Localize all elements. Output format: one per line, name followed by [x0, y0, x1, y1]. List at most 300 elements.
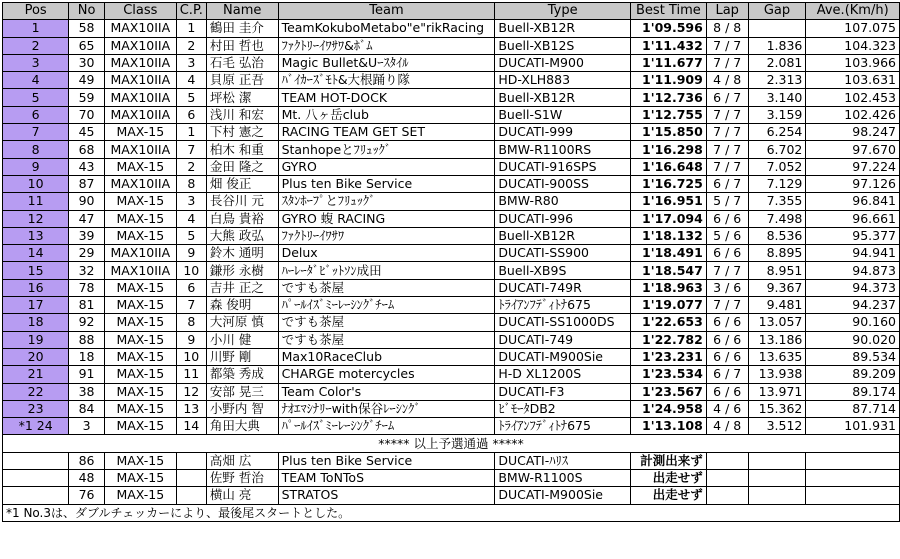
bike-type-cell: DUCATI-749	[495, 331, 631, 348]
table-row	[3, 383, 900, 400]
number-cell: 87	[69, 175, 105, 192]
gap-cell: 9.481	[748, 297, 806, 314]
lap-cell: 6 / 6	[706, 314, 748, 331]
team-cell: ですも茶屋	[278, 314, 495, 331]
class-position-cell: 9	[176, 331, 206, 348]
table-row	[3, 72, 900, 89]
bike-type-cell: Buell-XB9S	[495, 262, 631, 279]
number-cell: 29	[69, 245, 105, 262]
gap-cell: 3.159	[748, 106, 806, 123]
class-cell: MAX-15	[104, 314, 176, 331]
table-row	[3, 193, 900, 210]
bike-type-cell: ﾄﾗｲｱﾝﾌﾃﾞｨﾄﾅ675	[495, 418, 631, 435]
number-cell: 91	[69, 366, 105, 383]
table-row	[3, 227, 900, 244]
gap-cell: 3.512	[748, 418, 806, 435]
team-cell: GYRO	[278, 158, 495, 175]
team-cell: Mt. 八ヶ岳club	[278, 106, 495, 123]
table-row	[3, 400, 900, 417]
rider-name-cell: 安部 晃三	[206, 383, 278, 400]
column-header: No	[69, 3, 105, 20]
class-position-cell: 5	[176, 227, 206, 244]
class-cell: MAX10IIA	[104, 72, 176, 89]
rider-name-cell: 森 俊明	[206, 297, 278, 314]
class-position-cell: 5	[176, 89, 206, 106]
gap-cell: 6.702	[748, 141, 806, 158]
average-speed-cell	[806, 452, 900, 469]
lap-cell: 7 / 7	[706, 297, 748, 314]
rider-name-cell: 柏木 和重	[206, 141, 278, 158]
best-time-cell: 1'18.491	[630, 245, 706, 262]
best-time-cell: 1'09.596	[630, 20, 706, 37]
bike-type-cell: BMW-R80	[495, 193, 631, 210]
gap-cell	[748, 20, 806, 37]
bike-type-cell: DUCATI-916SPS	[495, 158, 631, 175]
rider-name-cell: 高畑 広	[206, 452, 278, 469]
average-speed-cell: 89.209	[806, 366, 900, 383]
number-cell: 43	[69, 158, 105, 175]
results-body	[3, 20, 900, 522]
class-cell: MAX-15	[104, 331, 176, 348]
class-position-cell: 3	[176, 54, 206, 71]
number-cell: 45	[69, 124, 105, 141]
gap-cell: 7.052	[748, 158, 806, 175]
status-cell: 出走せず	[630, 487, 706, 504]
class-position-cell: 6	[176, 106, 206, 123]
bike-type-cell: Buell-XB12R	[495, 20, 631, 37]
lap-cell: 7 / 7	[706, 262, 748, 279]
lap-cell: 6 / 6	[706, 331, 748, 348]
pos-cell	[3, 470, 69, 487]
pos-cell	[3, 487, 69, 504]
pos-cell: 6	[3, 106, 69, 123]
bike-type-cell: DUCATI-M900	[495, 54, 631, 71]
lap-cell: 7 / 7	[706, 54, 748, 71]
table-row	[3, 297, 900, 314]
rider-name-cell: 吉井 正之	[206, 279, 278, 296]
class-position-cell	[176, 452, 206, 469]
pos-cell: 20	[3, 348, 69, 365]
column-header: Ave.(Km/h)	[806, 3, 900, 20]
rider-name-cell: 貝原 正吾	[206, 72, 278, 89]
bike-type-cell: Buell-XB12R	[495, 227, 631, 244]
class-position-cell: 4	[176, 72, 206, 89]
footnote-row	[3, 504, 900, 521]
column-header: Name	[206, 3, 278, 20]
pos-cell: 14	[3, 245, 69, 262]
gap-cell: 13.057	[748, 314, 806, 331]
average-speed-cell: 94.237	[806, 297, 900, 314]
lap-cell: 6 / 6	[706, 383, 748, 400]
class-position-cell: 4	[176, 210, 206, 227]
column-header: Best Time	[630, 3, 706, 20]
team-cell: Plus ten Bike Service	[278, 175, 495, 192]
qualification-notice-row	[3, 435, 900, 452]
class-position-cell	[176, 487, 206, 504]
pos-cell: 18	[3, 314, 69, 331]
lap-cell: 7 / 7	[706, 106, 748, 123]
gap-cell: 7.129	[748, 175, 806, 192]
average-speed-cell: 87.714	[806, 400, 900, 417]
average-speed-cell: 103.966	[806, 54, 900, 71]
number-cell: 39	[69, 227, 105, 244]
table-row	[3, 279, 900, 296]
non-qualifier-row	[3, 452, 900, 469]
bike-type-cell: DUCATI-M900Sie	[495, 348, 631, 365]
non-qualifier-row	[3, 470, 900, 487]
bike-type-cell: DUCATI-M900Sie	[495, 487, 631, 504]
pos-cell: 11	[3, 193, 69, 210]
rider-name-cell: 石毛 弘治	[206, 54, 278, 71]
average-speed-cell: 97.126	[806, 175, 900, 192]
rider-name-cell: 都築 秀成	[206, 366, 278, 383]
gap-cell	[748, 452, 806, 469]
average-speed-cell: 97.224	[806, 158, 900, 175]
pos-cell: 22	[3, 383, 69, 400]
team-cell: GYRO 蝮 RACING	[278, 210, 495, 227]
rider-name-cell: 下村 憲之	[206, 124, 278, 141]
lap-cell: 4 / 8	[706, 418, 748, 435]
table-row	[3, 262, 900, 279]
team-cell: Stanhopeとﾌﾘｭｯｸﾞ	[278, 141, 495, 158]
rider-name-cell: 鎌形 永樹	[206, 262, 278, 279]
average-speed-cell: 96.841	[806, 193, 900, 210]
team-cell: Magic Bullet&Uｰｽﾀｲﾙ	[278, 54, 495, 71]
pos-cell: 16	[3, 279, 69, 296]
lap-cell: 4 / 8	[706, 72, 748, 89]
class-cell: MAX-15	[104, 418, 176, 435]
table-row	[3, 54, 900, 71]
class-cell: MAX-15	[104, 227, 176, 244]
table-row	[3, 210, 900, 227]
rider-name-cell: 畑 俊正	[206, 175, 278, 192]
class-position-cell: 7	[176, 297, 206, 314]
rider-name-cell: 浅川 和宏	[206, 106, 278, 123]
lap-cell: 6 / 6	[706, 210, 748, 227]
lap-cell: 4 / 6	[706, 400, 748, 417]
class-cell: MAX-15	[104, 470, 176, 487]
gap-cell: 8.895	[748, 245, 806, 262]
average-speed-cell: 107.075	[806, 20, 900, 37]
gap-cell: 13.635	[748, 348, 806, 365]
gap-cell: 7.355	[748, 193, 806, 210]
lap-cell: 3 / 6	[706, 279, 748, 296]
average-speed-cell: 104.323	[806, 37, 900, 54]
class-position-cell: 1	[176, 124, 206, 141]
class-position-cell: 3	[176, 193, 206, 210]
header-row	[3, 3, 900, 20]
average-speed-cell: 101.931	[806, 418, 900, 435]
number-cell: 47	[69, 210, 105, 227]
pos-cell: 10	[3, 175, 69, 192]
gap-cell: 2.081	[748, 54, 806, 71]
team-cell: Team Color's	[278, 383, 495, 400]
gap-cell: 13.971	[748, 383, 806, 400]
class-position-cell: 10	[176, 348, 206, 365]
rider-name-cell: 村田 哲也	[206, 37, 278, 54]
team-cell: TeamKokuboMetabo"e"rikRacing	[278, 20, 495, 37]
class-cell: MAX-15	[104, 297, 176, 314]
table-row	[3, 106, 900, 123]
class-cell: MAX-15	[104, 383, 176, 400]
table-row	[3, 37, 900, 54]
class-cell: MAX10IIA	[104, 106, 176, 123]
team-cell: Plus ten Bike Service	[278, 452, 495, 469]
average-speed-cell: 89.534	[806, 348, 900, 365]
number-cell: 88	[69, 331, 105, 348]
gap-cell: 8.536	[748, 227, 806, 244]
gap-cell: 1.836	[748, 37, 806, 54]
lap-cell	[706, 487, 748, 504]
pos-cell: 15	[3, 262, 69, 279]
number-cell: 76	[69, 487, 105, 504]
gap-cell: 13.938	[748, 366, 806, 383]
lap-cell: 7 / 7	[706, 141, 748, 158]
class-cell: MAX10IIA	[104, 54, 176, 71]
pos-cell: 3	[3, 54, 69, 71]
class-cell: MAX10IIA	[104, 245, 176, 262]
class-position-cell	[176, 470, 206, 487]
number-cell: 38	[69, 383, 105, 400]
lap-cell: 8 / 8	[706, 20, 748, 37]
best-time-cell: 1'11.909	[630, 72, 706, 89]
average-speed-cell: 98.247	[806, 124, 900, 141]
gap-cell	[748, 487, 806, 504]
class-position-cell: 10	[176, 262, 206, 279]
gap-cell: 3.140	[748, 89, 806, 106]
class-cell: MAX-15	[104, 400, 176, 417]
lap-cell	[706, 470, 748, 487]
team-cell: RACING TEAM GET SET	[278, 124, 495, 141]
best-time-cell: 1'16.725	[630, 175, 706, 192]
column-header: Type	[495, 3, 631, 20]
bike-type-cell: DUCATI-ﾊﾘｽ	[495, 452, 631, 469]
best-time-cell: 1'22.653	[630, 314, 706, 331]
average-speed-cell	[806, 487, 900, 504]
gap-cell: 7.498	[748, 210, 806, 227]
best-time-cell: 1'11.432	[630, 37, 706, 54]
lap-cell: 6 / 6	[706, 245, 748, 262]
class-position-cell: 8	[176, 175, 206, 192]
best-time-cell: 1'24.958	[630, 400, 706, 417]
column-header: Gap	[748, 3, 806, 20]
team-cell: Delux	[278, 245, 495, 262]
qualification-notice: ***** 以上予選通過 *****	[3, 435, 900, 452]
average-speed-cell: 89.174	[806, 383, 900, 400]
pos-cell: *1 24	[3, 418, 69, 435]
team-cell: ﾌｧｸﾄﾘｰｲﾜｻﾜ	[278, 227, 495, 244]
bike-type-cell: Buell-XB12R	[495, 89, 631, 106]
pos-cell: 8	[3, 141, 69, 158]
column-header: Lap	[706, 3, 748, 20]
pos-cell: 4	[3, 72, 69, 89]
best-time-cell: 1'15.850	[630, 124, 706, 141]
pos-cell	[3, 452, 69, 469]
lap-cell	[706, 452, 748, 469]
pos-cell: 23	[3, 400, 69, 417]
rider-name-cell: 大熊 政弘	[206, 227, 278, 244]
best-time-cell: 1'23.567	[630, 383, 706, 400]
class-cell: MAX-15	[104, 193, 176, 210]
team-cell: ｽﾀﾝﾎｰﾌﾟとﾌﾘｭｯｸﾞ	[278, 193, 495, 210]
table-row	[3, 20, 900, 37]
pos-cell: 9	[3, 158, 69, 175]
column-header: Team	[278, 3, 495, 20]
number-cell: 3	[69, 418, 105, 435]
best-time-cell: 1'12.755	[630, 106, 706, 123]
bike-type-cell: Buell-S1W	[495, 106, 631, 123]
lap-cell: 7 / 7	[706, 158, 748, 175]
rider-name-cell: 鈴木 通明	[206, 245, 278, 262]
average-speed-cell: 102.453	[806, 89, 900, 106]
number-cell: 84	[69, 400, 105, 417]
number-cell: 32	[69, 262, 105, 279]
best-time-cell: 1'23.534	[630, 366, 706, 383]
team-cell: ﾊﾟｰﾙｲｽﾞﾐｰﾚｰｼﾝｸﾞﾁｰﾑ	[278, 418, 495, 435]
gap-cell: 8.951	[748, 262, 806, 279]
table-row	[3, 175, 900, 192]
rider-name-cell: 長谷川 元	[206, 193, 278, 210]
pos-cell: 13	[3, 227, 69, 244]
gap-cell: 2.313	[748, 72, 806, 89]
status-cell: 計測出来ず	[630, 452, 706, 469]
team-cell: ﾅｵｴﾏｼﾅﾘｰwith保谷ﾚｰｼﾝｸﾞ	[278, 400, 495, 417]
bike-type-cell: BMW-R1100RS	[495, 141, 631, 158]
lap-cell: 6 / 7	[706, 366, 748, 383]
pos-cell: 1	[3, 20, 69, 37]
results-table	[2, 2, 900, 522]
class-cell: MAX-15	[104, 366, 176, 383]
class-cell: MAX10IIA	[104, 175, 176, 192]
lap-cell: 6 / 6	[706, 348, 748, 365]
class-position-cell: 11	[176, 366, 206, 383]
rider-name-cell: 白鳥 貴裕	[206, 210, 278, 227]
table-row	[3, 124, 900, 141]
gap-cell: 13.186	[748, 331, 806, 348]
lap-cell: 7 / 7	[706, 37, 748, 54]
best-time-cell: 1'12.736	[630, 89, 706, 106]
class-position-cell: 12	[176, 383, 206, 400]
rider-name-cell: 小川 健	[206, 331, 278, 348]
table-row	[3, 314, 900, 331]
status-cell: 出走せず	[630, 470, 706, 487]
rider-name-cell: 坪松 潔	[206, 89, 278, 106]
lap-cell: 6 / 7	[706, 175, 748, 192]
pos-cell: 7	[3, 124, 69, 141]
class-position-cell: 6	[176, 279, 206, 296]
pos-cell: 5	[3, 89, 69, 106]
table-row	[3, 418, 900, 435]
pos-cell: 2	[3, 37, 69, 54]
rider-name-cell: 佐野 哲治	[206, 470, 278, 487]
lap-cell: 5 / 6	[706, 227, 748, 244]
column-header: Class	[104, 3, 176, 20]
best-time-cell: 1'23.231	[630, 348, 706, 365]
best-time-cell: 1'18.963	[630, 279, 706, 296]
class-position-cell: 2	[176, 158, 206, 175]
bike-type-cell: Buell-XB12S	[495, 37, 631, 54]
best-time-cell: 1'16.951	[630, 193, 706, 210]
class-cell: MAX-15	[104, 279, 176, 296]
class-cell: MAX-15	[104, 452, 176, 469]
table-row	[3, 89, 900, 106]
class-position-cell: 7	[176, 141, 206, 158]
team-cell: ﾊﾟｰﾙｲｽﾞﾐｰﾚｰｼﾝｸﾞﾁｰﾑ	[278, 297, 495, 314]
table-row	[3, 158, 900, 175]
number-cell: 30	[69, 54, 105, 71]
pos-cell: 17	[3, 297, 69, 314]
rider-name-cell: 川野 剛	[206, 348, 278, 365]
team-cell: STRATOS	[278, 487, 495, 504]
class-position-cell: 13	[176, 400, 206, 417]
team-cell: ですも茶屋	[278, 331, 495, 348]
number-cell: 68	[69, 141, 105, 158]
average-speed-cell: 97.670	[806, 141, 900, 158]
bike-type-cell: DUCATI-999	[495, 124, 631, 141]
average-speed-cell: 103.631	[806, 72, 900, 89]
non-qualifier-row	[3, 487, 900, 504]
best-time-cell: 1'22.782	[630, 331, 706, 348]
lap-cell: 7 / 7	[706, 124, 748, 141]
class-position-cell: 9	[176, 245, 206, 262]
best-time-cell: 1'13.108	[630, 418, 706, 435]
average-speed-cell: 102.426	[806, 106, 900, 123]
team-cell: TEAM HOT-DOCK	[278, 89, 495, 106]
team-cell: Max10RaceClub	[278, 348, 495, 365]
class-cell: MAX10IIA	[104, 89, 176, 106]
bike-type-cell: DUCATI-749R	[495, 279, 631, 296]
best-time-cell: 1'17.094	[630, 210, 706, 227]
gap-cell: 15.362	[748, 400, 806, 417]
footnote: *1 No.3は、ダブルチェッカーにより、最後尾スタートとした。	[3, 504, 900, 521]
number-cell: 65	[69, 37, 105, 54]
class-cell: MAX10IIA	[104, 20, 176, 37]
class-cell: MAX-15	[104, 210, 176, 227]
team-cell: ﾊｰﾚｰﾀﾞﾋﾞｯﾄｿﾝ成田	[278, 262, 495, 279]
table-row	[3, 331, 900, 348]
gap-cell: 9.367	[748, 279, 806, 296]
number-cell: 58	[69, 20, 105, 37]
bike-type-cell: DUCATI-900SS	[495, 175, 631, 192]
class-cell: MAX-15	[104, 487, 176, 504]
pos-cell: 12	[3, 210, 69, 227]
class-cell: MAX10IIA	[104, 262, 176, 279]
class-cell: MAX10IIA	[104, 37, 176, 54]
column-header: C.P.	[176, 3, 206, 20]
bike-type-cell: ﾋﾞﾓｰﾀDB2	[495, 400, 631, 417]
number-cell: 90	[69, 193, 105, 210]
table-row	[3, 245, 900, 262]
bike-type-cell: HD-XLH883	[495, 72, 631, 89]
class-position-cell: 8	[176, 314, 206, 331]
best-time-cell: 1'18.547	[630, 262, 706, 279]
average-speed-cell: 96.661	[806, 210, 900, 227]
rider-name-cell: 大河原 慎	[206, 314, 278, 331]
number-cell: 81	[69, 297, 105, 314]
table-row	[3, 366, 900, 383]
bike-type-cell: ﾄﾗｲｱﾝﾌﾃﾞｨﾄﾅ675	[495, 297, 631, 314]
number-cell: 70	[69, 106, 105, 123]
class-cell: MAX-15	[104, 348, 176, 365]
number-cell: 92	[69, 314, 105, 331]
gap-cell	[748, 470, 806, 487]
lap-cell: 6 / 7	[706, 89, 748, 106]
bike-type-cell: DUCATI-SS900	[495, 245, 631, 262]
rider-name-cell: 金田 隆之	[206, 158, 278, 175]
lap-cell: 5 / 7	[706, 193, 748, 210]
bike-type-cell: DUCATI-SS1000DS	[495, 314, 631, 331]
bike-type-cell: H-D XL1200S	[495, 366, 631, 383]
